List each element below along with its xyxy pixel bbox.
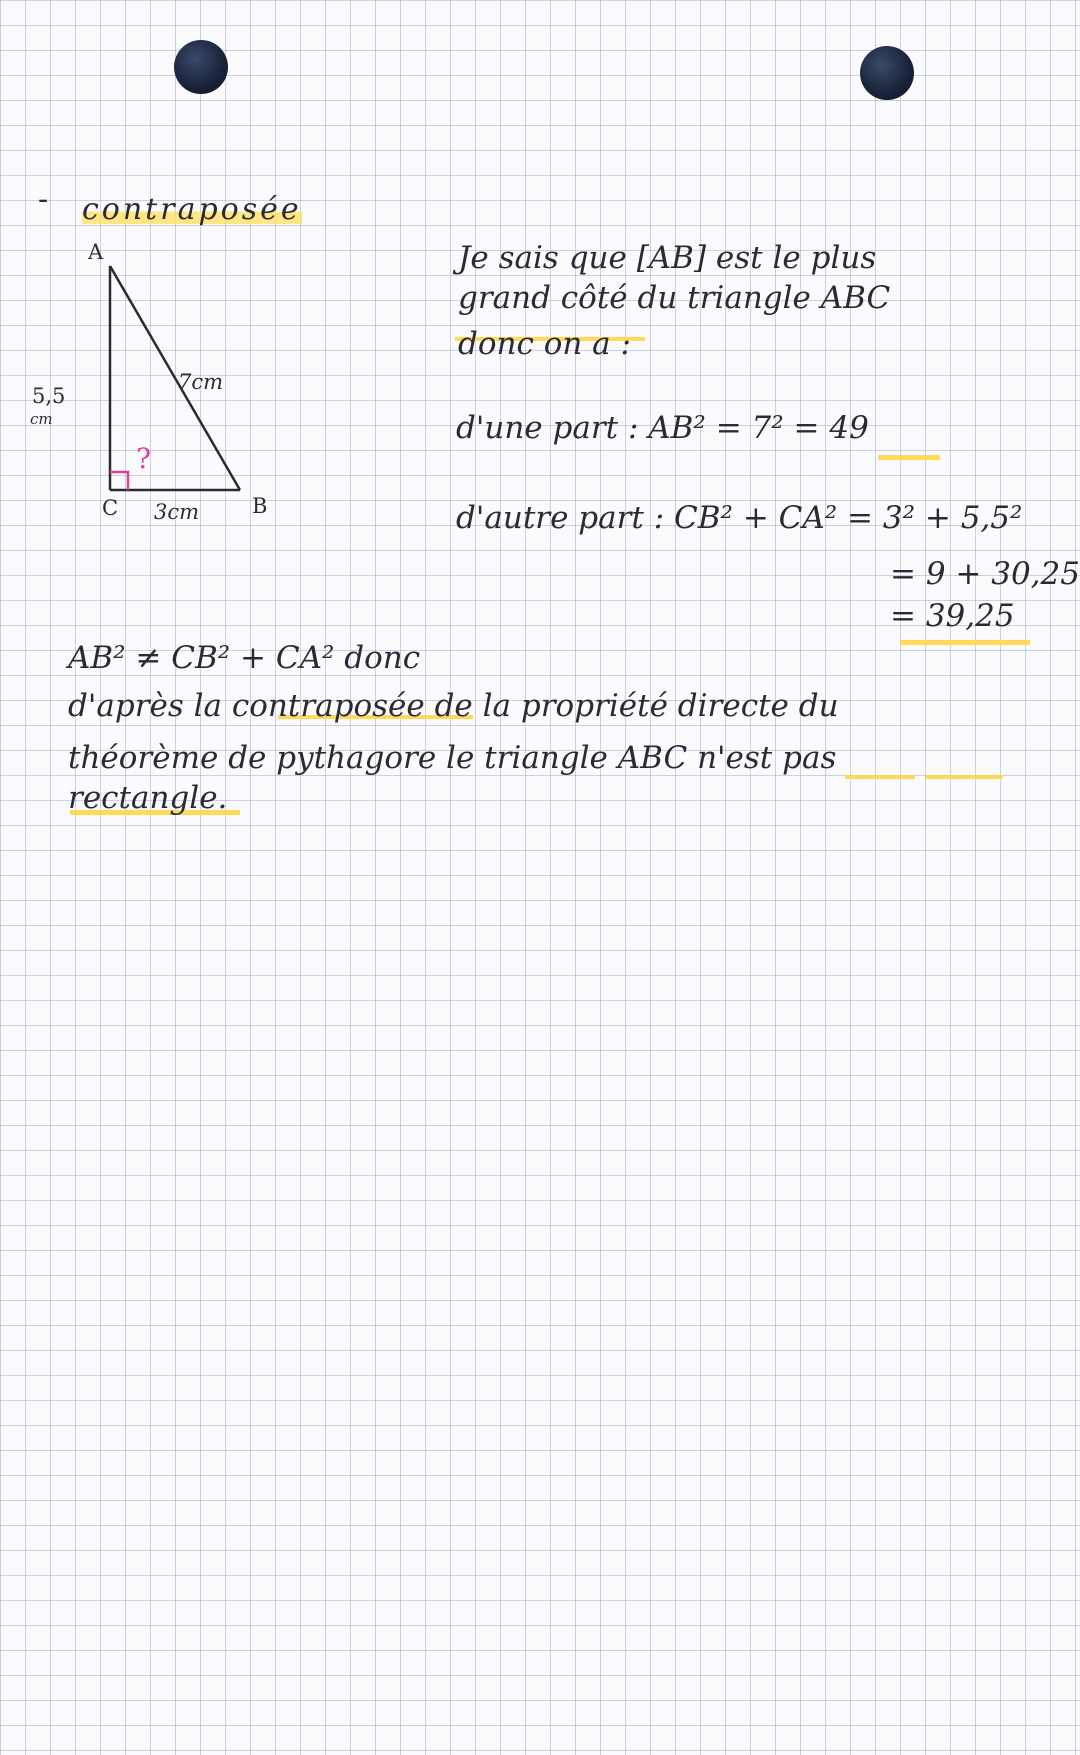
second-side-step-1: = 9 + 30,25 xyxy=(890,556,1080,592)
side-ab-label: 7cm xyxy=(178,370,224,394)
section-dash: - xyxy=(38,182,52,217)
first-side-expression: AB² = 7² = xyxy=(648,410,830,446)
right-angle-marker xyxy=(110,472,128,490)
second-side-expression: CB² + CA² = 3² + 5,5² xyxy=(674,500,1023,536)
vertex-b-label: B xyxy=(252,494,268,518)
right-angle-question-mark: ? xyxy=(136,442,152,475)
first-side-line xyxy=(456,410,869,446)
vertex-a-label: A xyxy=(88,240,104,264)
statement-line-2: grand côté du triangle ABC xyxy=(458,280,891,316)
conclusion-line-2 xyxy=(68,688,839,724)
first-side-label: d'une part : xyxy=(456,410,649,446)
vertex-c-label: C xyxy=(102,496,119,520)
nest-pas-words: n'est pas xyxy=(697,740,837,776)
conclusion-line-1: AB² ≠ CB² + CA² donc xyxy=(68,640,421,676)
section-title: contraposée xyxy=(82,192,302,227)
statement-line-3: donc on a : xyxy=(458,326,631,362)
second-side-label: d'autre part : xyxy=(456,500,675,536)
conclusion-line-3-start: théorème de pythagore le triangle ABC xyxy=(68,740,698,776)
contraposee-word: contraposée xyxy=(231,688,425,724)
conclusion-line-3 xyxy=(68,740,836,776)
side-ca-label: 5,5 xyxy=(32,384,66,408)
statement-line-1: Je sais que [AB] est le plus xyxy=(458,240,877,276)
side-ca-unit-label: cm xyxy=(30,410,53,428)
conclusion-line-2-end: de la propriété directe du xyxy=(424,688,839,724)
first-side-result: 49 xyxy=(829,410,869,446)
conclusion-line-2-start: d'après la xyxy=(68,688,232,724)
conclusion-line-4: rectangle. xyxy=(68,780,228,816)
second-side-line xyxy=(456,500,1022,536)
second-side-step-2: = 39,25 xyxy=(890,598,1015,634)
side-cb-label: 3cm xyxy=(154,500,200,524)
